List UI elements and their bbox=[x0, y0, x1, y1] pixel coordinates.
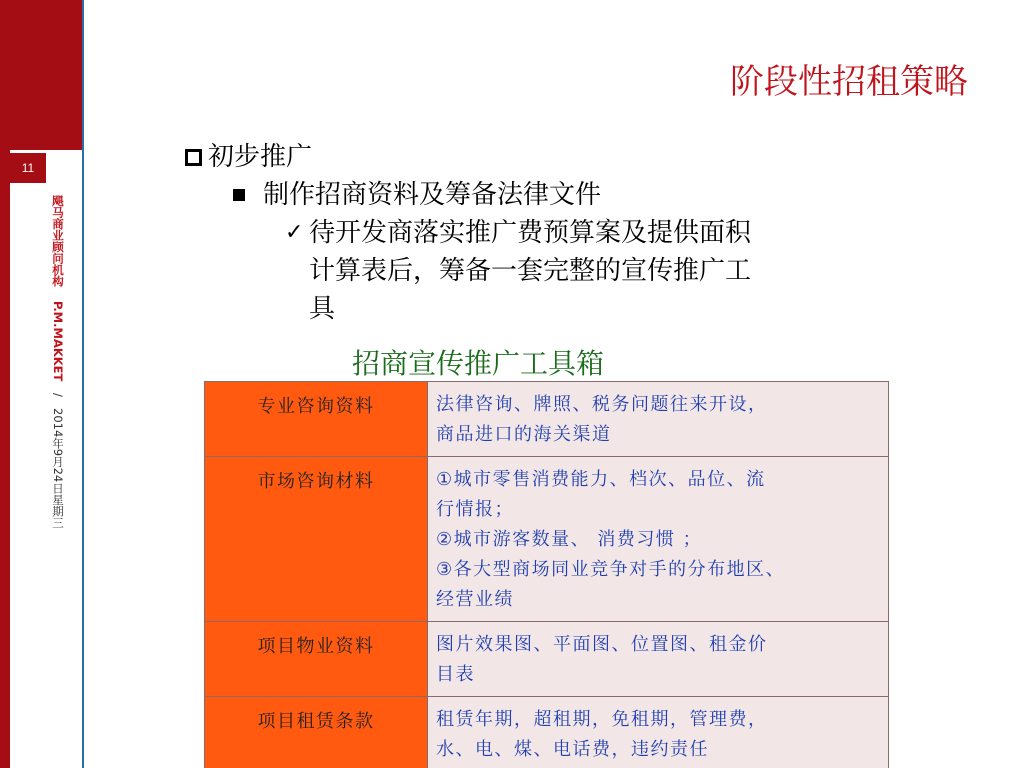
bullet-level3-line: 计算表后，筹备一套完整的宣传推广工 bbox=[309, 256, 752, 286]
bullet-level3-line: 具 bbox=[309, 294, 336, 324]
bullet-level1-text: 初步推广 bbox=[208, 142, 313, 172]
table-row bbox=[205, 622, 889, 697]
toolbox-title: 招商宣传推广工具箱 bbox=[352, 347, 605, 380]
slide-title: 阶段性招租策略 bbox=[730, 62, 968, 102]
table-category-cell: 市场咨询材料 bbox=[205, 457, 428, 622]
table-description-cell bbox=[428, 457, 889, 622]
table-row bbox=[205, 697, 889, 768]
table-description-cell bbox=[428, 697, 889, 768]
bullet-level3-line: 待开发商落实推广费预算案及提供面积 bbox=[309, 218, 752, 248]
table-category-cell: 项目租赁条款 bbox=[205, 697, 428, 768]
separator: / bbox=[51, 392, 65, 397]
table-category-cell: 项目物业资料 bbox=[205, 622, 428, 697]
description-line: ①城市零售消费能力、档次、品位、流 bbox=[436, 469, 766, 490]
description-line: ③各大型商场同业竞争对手的分布地区、 bbox=[436, 559, 786, 580]
description-line: 法律咨询、牌照、税务问题往来开设， bbox=[436, 394, 768, 415]
sidebar-top-block bbox=[0, 0, 82, 150]
table-row bbox=[205, 382, 889, 457]
brand-name: P.M.MAKKET bbox=[51, 300, 65, 382]
description-line: 图片效果图、平面图、位置图、租金价 bbox=[436, 634, 768, 655]
description-line: 目表 bbox=[436, 664, 475, 685]
sidebar-vertical-caption bbox=[48, 195, 68, 528]
toolbox-table bbox=[204, 381, 889, 768]
sidebar-lower-area bbox=[0, 150, 82, 768]
bullet-level1 bbox=[185, 138, 905, 176]
hollow-square-bullet-icon bbox=[185, 149, 202, 166]
page-number: 11 bbox=[10, 153, 46, 183]
bullet-list bbox=[185, 138, 905, 328]
description-line: 水、电、煤、电话费，违约责任 bbox=[436, 739, 709, 760]
bullet-level3 bbox=[285, 214, 905, 328]
description-line: 行情报； bbox=[436, 499, 514, 520]
checkmark-bullet-icon: ✓ bbox=[285, 220, 304, 245]
table-description-cell bbox=[428, 382, 889, 457]
bullet-level3-text bbox=[309, 214, 889, 328]
sidebar-divider-line bbox=[82, 0, 84, 768]
filled-square-bullet-icon bbox=[233, 189, 245, 201]
bullet-level2 bbox=[233, 176, 905, 214]
company-name: 飓马商业顾问机构 bbox=[51, 195, 65, 287]
description-line: 租赁年期，超租期，免租期，管理费， bbox=[436, 709, 768, 730]
description-line: ②城市游客数量、 消费习惯 ； bbox=[436, 529, 703, 550]
description-line: 经营业绩 bbox=[436, 589, 514, 610]
sidebar-red-strip bbox=[0, 0, 10, 768]
description-line: 商品进口的海关渠道 bbox=[436, 424, 612, 445]
table-category-cell: 专业咨询资料 bbox=[205, 382, 428, 457]
table-description-cell bbox=[428, 622, 889, 697]
slide-date: 2014年9月24日星期三 bbox=[51, 408, 65, 529]
table-row bbox=[205, 457, 889, 622]
bullet-level2-text: 制作招商资料及筹备法律文件 bbox=[263, 180, 602, 210]
